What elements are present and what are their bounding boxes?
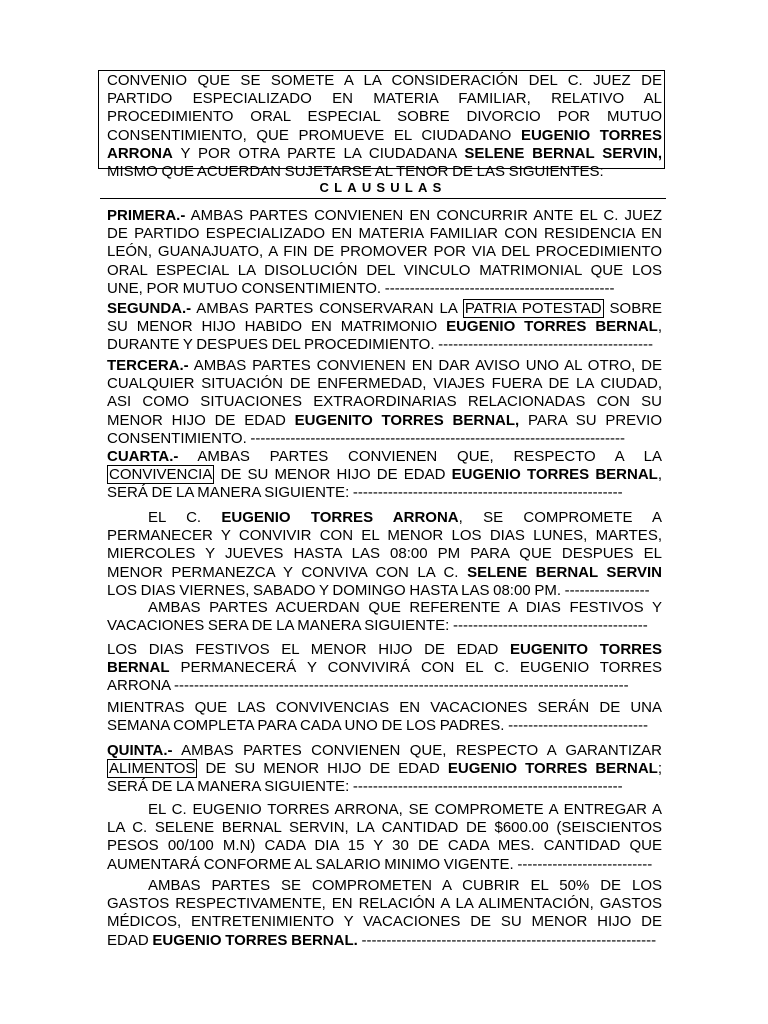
child-name: EUGENIO TORRES BERNAL [447,760,658,778]
clause-line: ORAL ESPECIAL LA DISOLUCIÓN DEL VINCULO MATRIMONIAL QUE LOS [107,261,662,279]
clause-line: ASI COMO SITUACIONES EXTRAORDINARIAS RELACIONADAS CON SU [107,393,662,411]
child-name: EUGENIO TORRES BERNAL. [152,931,358,949]
clause-line [107,466,662,484]
clause-text: , [657,466,663,484]
party-name: EUGENIO TORRES ARRONA [221,509,459,526]
clause-text: ----------------------------------------------------------- [361,931,657,949]
party-name: EUGENIO TORRES [520,126,662,144]
child-name: BERNAL [107,659,170,677]
clause-line [107,641,662,659]
clause-line: LEÓN, GUANAJUATO, A FIN DE PROMOVER POR VIA DEL PROCEDIMIENTO [107,243,662,261]
highlight-box: PATRIA POTESTAD [464,300,602,317]
cuarta-paragraph-3 [107,641,662,696]
clause-text: SU MENOR HIJO HABIDO EN MATRIMONIO [107,318,438,336]
intro-line [107,145,662,163]
clause-segunda [107,300,662,355]
quinta-paragraph-1 [107,801,662,874]
clause-quinta [107,742,662,797]
clause-text: AMBAS PARTES CONVIENEN QUE, RESPECTO A GARANTIZAR [181,742,662,759]
intro-line: PARTIDO ESPECIALIZADO EN MATERIA FAMILIAR, RELATIVO AL [107,90,662,108]
clause-label: QUINTA.- [107,742,173,759]
clause-label: SEGUNDA.- [107,300,192,317]
clause-line [107,742,662,760]
clause-text: DE SU MENOR HIJO DE EDAD [220,466,446,484]
clause-line: EL C. EUGENIO TORRES ARRONA, SE COMPROMETE A ENTREGAR A [148,801,662,818]
clause-text: AMBAS PARTES CONSERVARAN LA [196,300,457,317]
child-name: EUGENIO TORRES BERNAL [451,466,658,484]
clause-cuarta [107,448,662,503]
clause-line: MIERCOLES Y JUEVES HASTA LAS 08:00 PM PARA QUE DESPUES EL [107,545,662,563]
clause-line: LA C. SELENE BERNAL SERVIN, LA CANTIDAD DE $600.00 (SEISCIENTOS [107,819,662,837]
highlight-box: CONVIVENCIA [109,466,213,484]
clause-label: PRIMERA.- [107,207,186,224]
party-name: ARRONA [107,144,173,162]
clause-line: GASTOS RESPECTIVAMENTE, EN RELACIÓN A LA ALIMENTACIÓN, GASTOS [107,895,662,913]
intro-line [107,127,662,145]
party-name: SELENE BERNAL SERVIN [467,563,663,581]
clause-text: , [657,318,662,336]
child-name: EUGENIO TORRES BERNAL [446,318,658,336]
quinta-paragraph-2 [107,877,662,950]
highlight-box: ALIMENTOS [109,760,196,778]
clause-line: SEMANA COMPLETA PARA CADA UNO DE LOS PADRES. ---------------------------- [107,717,648,735]
clause-line: MIENTRAS QUE LAS CONVIVENCIAS EN VACACIONES SERÁN DE UNA [107,699,662,716]
clause-line [107,412,662,430]
clause-text: ; [657,760,663,778]
intro-text: Y POR OTRA PARTE LA CIUDADANA [180,144,457,162]
clause-text: AMBAS PARTES CONVIENEN QUE, RESPECTO A LA [197,448,662,465]
child-name: EUGENITO TORRES [510,641,662,658]
cuarta-paragraph-1 [107,509,662,600]
clause-line [107,318,662,336]
clause-line: VACACIONES SERA DE LA MANERA SIGUIENTE: --------------------------------------- [107,617,648,635]
clause-text: PERMANECERÁ Y CONVIVIRÁ CON EL C. EUGENIO TORRES [180,659,662,677]
clause-text: EDAD [107,931,149,949]
clause-text: AMBAS PARTES CONVIENEN EN DAR AVISO UNO AL OTRO, DE [193,357,662,374]
clause-text: MENOR PERMANEZCA Y CONVIVA CON LA C. [107,563,459,581]
clause-line: CUALQUIER SITUACIÓN DE ENFERMEDAD, VIAJES FUERA DE LA CIUDAD, [107,375,662,393]
clause-line: CONSENTIMIENTO. --------------------------------------------------------------------------- [107,429,626,447]
clause-line: SERÁ DE LA MANERA SIGUIENTE: ------------------------------------------------------ [107,778,623,796]
clause-line [107,932,662,950]
clause-line: DURANTE Y DESPUES DEL PROCEDIMIENTO. ------------------------------------------- [107,336,653,354]
clause-line: DE PARTIDO ESPECIALIZADO EN MATERIA FAMILIAR CON RESIDENCIA EN [107,225,662,243]
clause-line: PERMANECER Y CONVIVIR CON EL MENOR LOS DIAS LUNES, MARTES, [107,527,662,545]
clause-line [107,207,662,225]
clause-line: AMBAS PARTES SE COMPROMETEN A CUBRIR EL 50% DE LOS [148,877,662,894]
clause-label: TERCERA.- [107,357,189,374]
intro-paragraph [107,72,662,181]
clause-text: DE SU MENOR HIJO DE EDAD [205,760,440,778]
clause-line: MÉDICOS, ENTRETENIMIENTO Y VACACIONES DE SU MENOR HIJO DE [107,913,662,931]
clausulas-heading: CLAUSULAS [319,180,447,195]
party-name: SELENE BERNAL SERVIN, [464,144,663,162]
heading-divider [100,198,666,199]
intro-line: CONVENIO QUE SE SOMETE A LA CONSIDERACIÓN DEL C. JUEZ DE [107,72,662,89]
clause-line [107,659,662,677]
clause-line: AUMENTARÁ CONFORME AL SALARIO MINIMO VIGENTE. --------------------------- [107,855,653,873]
clause-line: UNE, POR MUTUO CONSENTIMIENTO. ---------------------------------------------- [107,279,615,297]
clause-text: AMBAS PARTES CONVIENEN EN CONCURRIR ANTE EL C. JUEZ [190,207,662,224]
intro-line: PROCEDIMIENTO ORAL ESPECIAL SOBRE DIVORCIO POR MUTUO [107,108,662,126]
clause-text: MENOR HIJO DE EDAD [107,411,286,429]
clause-line [107,448,662,466]
clause-line [107,564,662,582]
intro-line: MISMO QUE ACUERDAN SUJETARSE AL TENOR DE LAS SIGUIENTES: [107,163,604,181]
clause-line: PESOS 00/100 M.N) CADA DIA 15 Y 30 DE CADA MES. CANTIDAD QUE [107,837,662,855]
clause-line: LOS DIAS VIERNES, SABADO Y DOMINGO HASTA LAS 08:00 PM. ----------------- [107,581,650,599]
clause-line [107,357,662,375]
clause-text: , SE COMPROMETE A [458,509,662,526]
clause-line: AMBAS PARTES ACUERDAN QUE REFERENTE A DIAS FESTIVOS Y [148,599,662,616]
clause-line [107,509,662,527]
clause-line [107,760,662,778]
clause-text: PARA SU PREVIO [528,411,663,429]
clause-line [107,300,662,318]
clause-text: EL C. [148,509,202,526]
intro-text: CONSENTIMIENTO, QUE PROMUEVE EL CIUDADANO [107,126,512,144]
clause-tercera [107,357,662,448]
cuarta-paragraph-2 [107,599,662,635]
clause-primera [107,207,662,298]
cuarta-paragraph-4 [107,699,662,735]
clause-label: CUARTA.- [107,448,179,465]
clause-line: SERÁ DE LA MANERA SIGUIENTE: ------------------------------------------------------ [107,484,623,502]
clause-line: ARRONA ------------------------------------------------------------------------------------------- [107,677,629,695]
child-name: EUGENITO TORRES BERNAL, [294,411,520,429]
clause-text: LOS DIAS FESTIVOS EL MENOR HIJO DE EDAD [107,641,499,658]
clause-text: SOBRE [609,300,663,317]
